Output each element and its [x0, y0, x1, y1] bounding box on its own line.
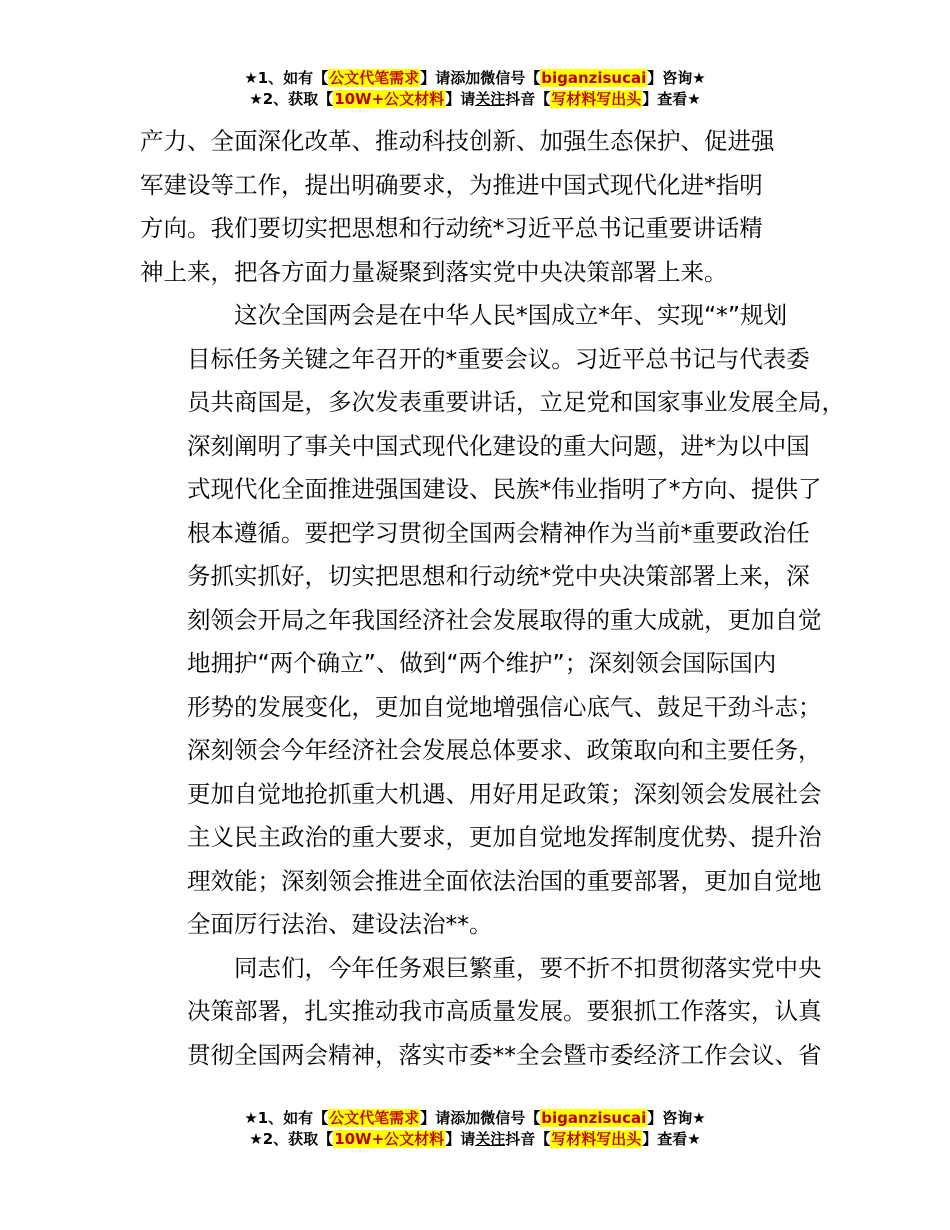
paragraph-line: 深刻阐明了事关中国式现代化建设的重大问题，进*为以中国 [187, 431, 810, 460]
paragraph-line: 主义民主政治的重大要求，更加自觉地发挥制度优势、提升治 [187, 823, 822, 851]
paragraph-line: 深刻领会今年经济社会发展总体要求、政策取向和主要任务， [187, 736, 822, 764]
banner-line-1-suffix: 】咨询★ [647, 69, 706, 87]
banner-highlight-service: 公文代笔需求 [329, 69, 420, 87]
banner-highlight-wechat-id: biganzisucai [541, 1109, 647, 1127]
banner-line-1 [0, 1108, 950, 1129]
paragraph-2 [140, 294, 845, 947]
document-body [140, 120, 845, 1077]
paragraph-line: 神上来，把各方面力量凝聚到落实党中央决策部署上来。 [140, 257, 728, 286]
banner-line-2-suffix: 】查看★ [642, 1130, 701, 1148]
paragraph-line: 军建设等工作，提出明确要求，为推进中国式现代化进*指明 [140, 170, 763, 199]
paragraph-line: 理效能；深刻领会推进全面依法治国的重要部署，更加自觉地 [187, 866, 822, 895]
paragraph-line: 员共商国是，多次发表重要讲话，立足党和国家事业发展全局， [187, 388, 845, 416]
banner-highlight-service: 公文代笔需求 [329, 1109, 420, 1127]
banner-line-2-mid-b: 抖音【 [505, 90, 551, 108]
paragraph-line: 刻领会开局之年我国经济社会发展取得的重大成就，更加自觉 [187, 605, 822, 634]
paragraph-line: 产力、全面深化改革、推动科技创新、加强生态保护、促进强 [140, 127, 775, 155]
paragraph-line: 务抓实抓好，切实把思想和行动统*党中央决策部署上来，深 [187, 562, 810, 590]
banner-line-1-prefix: ★1、如有【 [244, 69, 329, 87]
banner-highlight-wechat-id: biganzisucai [541, 69, 647, 87]
paragraph-line: 方向。我们要切实把思想和行动统*习近平总书记重要讲话精 [140, 214, 763, 242]
banner-line-2 [0, 1129, 950, 1150]
banner-line-2-follow: 关注 [475, 1130, 506, 1148]
banner-highlight-materials: 10W+公文材料 [334, 1130, 445, 1148]
banner-line-1-mid: 】请添加微信号【 [420, 1109, 541, 1127]
paragraph-line: 根本遵循。要把学习贯彻全国两会精神作为当前*重要政治任 [187, 518, 810, 547]
paragraph-line: 式现代化全面推进强国建设、民族*伟业指明了*方向、提供了 [187, 475, 822, 503]
paragraph-line: 这次全国两会是在中华人民*国成立*年、实现“*”规划 [234, 301, 788, 329]
banner-line-2-mid-a: 】请 [445, 90, 476, 108]
banner-highlight-douyin: 写材料写出头 [551, 1130, 642, 1148]
banner-line-2-suffix: 】查看★ [642, 90, 701, 108]
banner-line-1-prefix: ★1、如有【 [244, 1109, 329, 1127]
banner-line-1-suffix: 】咨询★ [647, 1109, 706, 1127]
header-banner [0, 68, 950, 110]
banner-highlight-douyin: 写材料写出头 [551, 90, 642, 108]
banner-line-2-mid-a: 】请 [445, 1130, 476, 1148]
paragraph-line: 目标任务关键之年召开的*重要会议。习近平总书记与代表委 [187, 344, 810, 373]
banner-line-2-mid-b: 抖音【 [505, 1130, 551, 1148]
paragraph-line: 更加自觉地抢抓重大机遇、用好用足政策；深刻领会发展社会 [187, 779, 822, 808]
paragraph-line: 决策部署，扎实推动我市高质量发展。要狠抓工作落实，认真 [187, 997, 822, 1025]
banner-highlight-materials: 10W+公文材料 [334, 90, 445, 108]
banner-line-1-mid: 】请添加微信号【 [420, 69, 541, 87]
paragraph-line: 同志们，今年任务艰巨繁重，要不折不扣贯彻落实党中央 [234, 953, 822, 982]
footer-banner [0, 1108, 950, 1150]
paragraph-1 [140, 120, 820, 294]
banner-line-2 [0, 89, 950, 110]
paragraph-line: 贯彻全国两会精神，落实市委**全会暨市委经济工作会议、省 [187, 1040, 822, 1069]
banner-line-2-prefix: ★2、获取【 [249, 1130, 334, 1148]
banner-line-2-follow: 关注 [475, 90, 506, 108]
paragraph-line: 形势的发展变化，更加自觉地增强信心底气、鼓足干劲斗志； [187, 692, 822, 721]
paragraph-3 [140, 947, 820, 1078]
banner-line-1 [0, 68, 950, 89]
paragraph-line: 全面厉行法治、建设法治**。 [187, 910, 493, 938]
banner-line-2-prefix: ★2、获取【 [249, 90, 334, 108]
paragraph-line: 地拥护“两个确立”、做到“两个维护”；深刻领会国际国内 [187, 649, 777, 677]
